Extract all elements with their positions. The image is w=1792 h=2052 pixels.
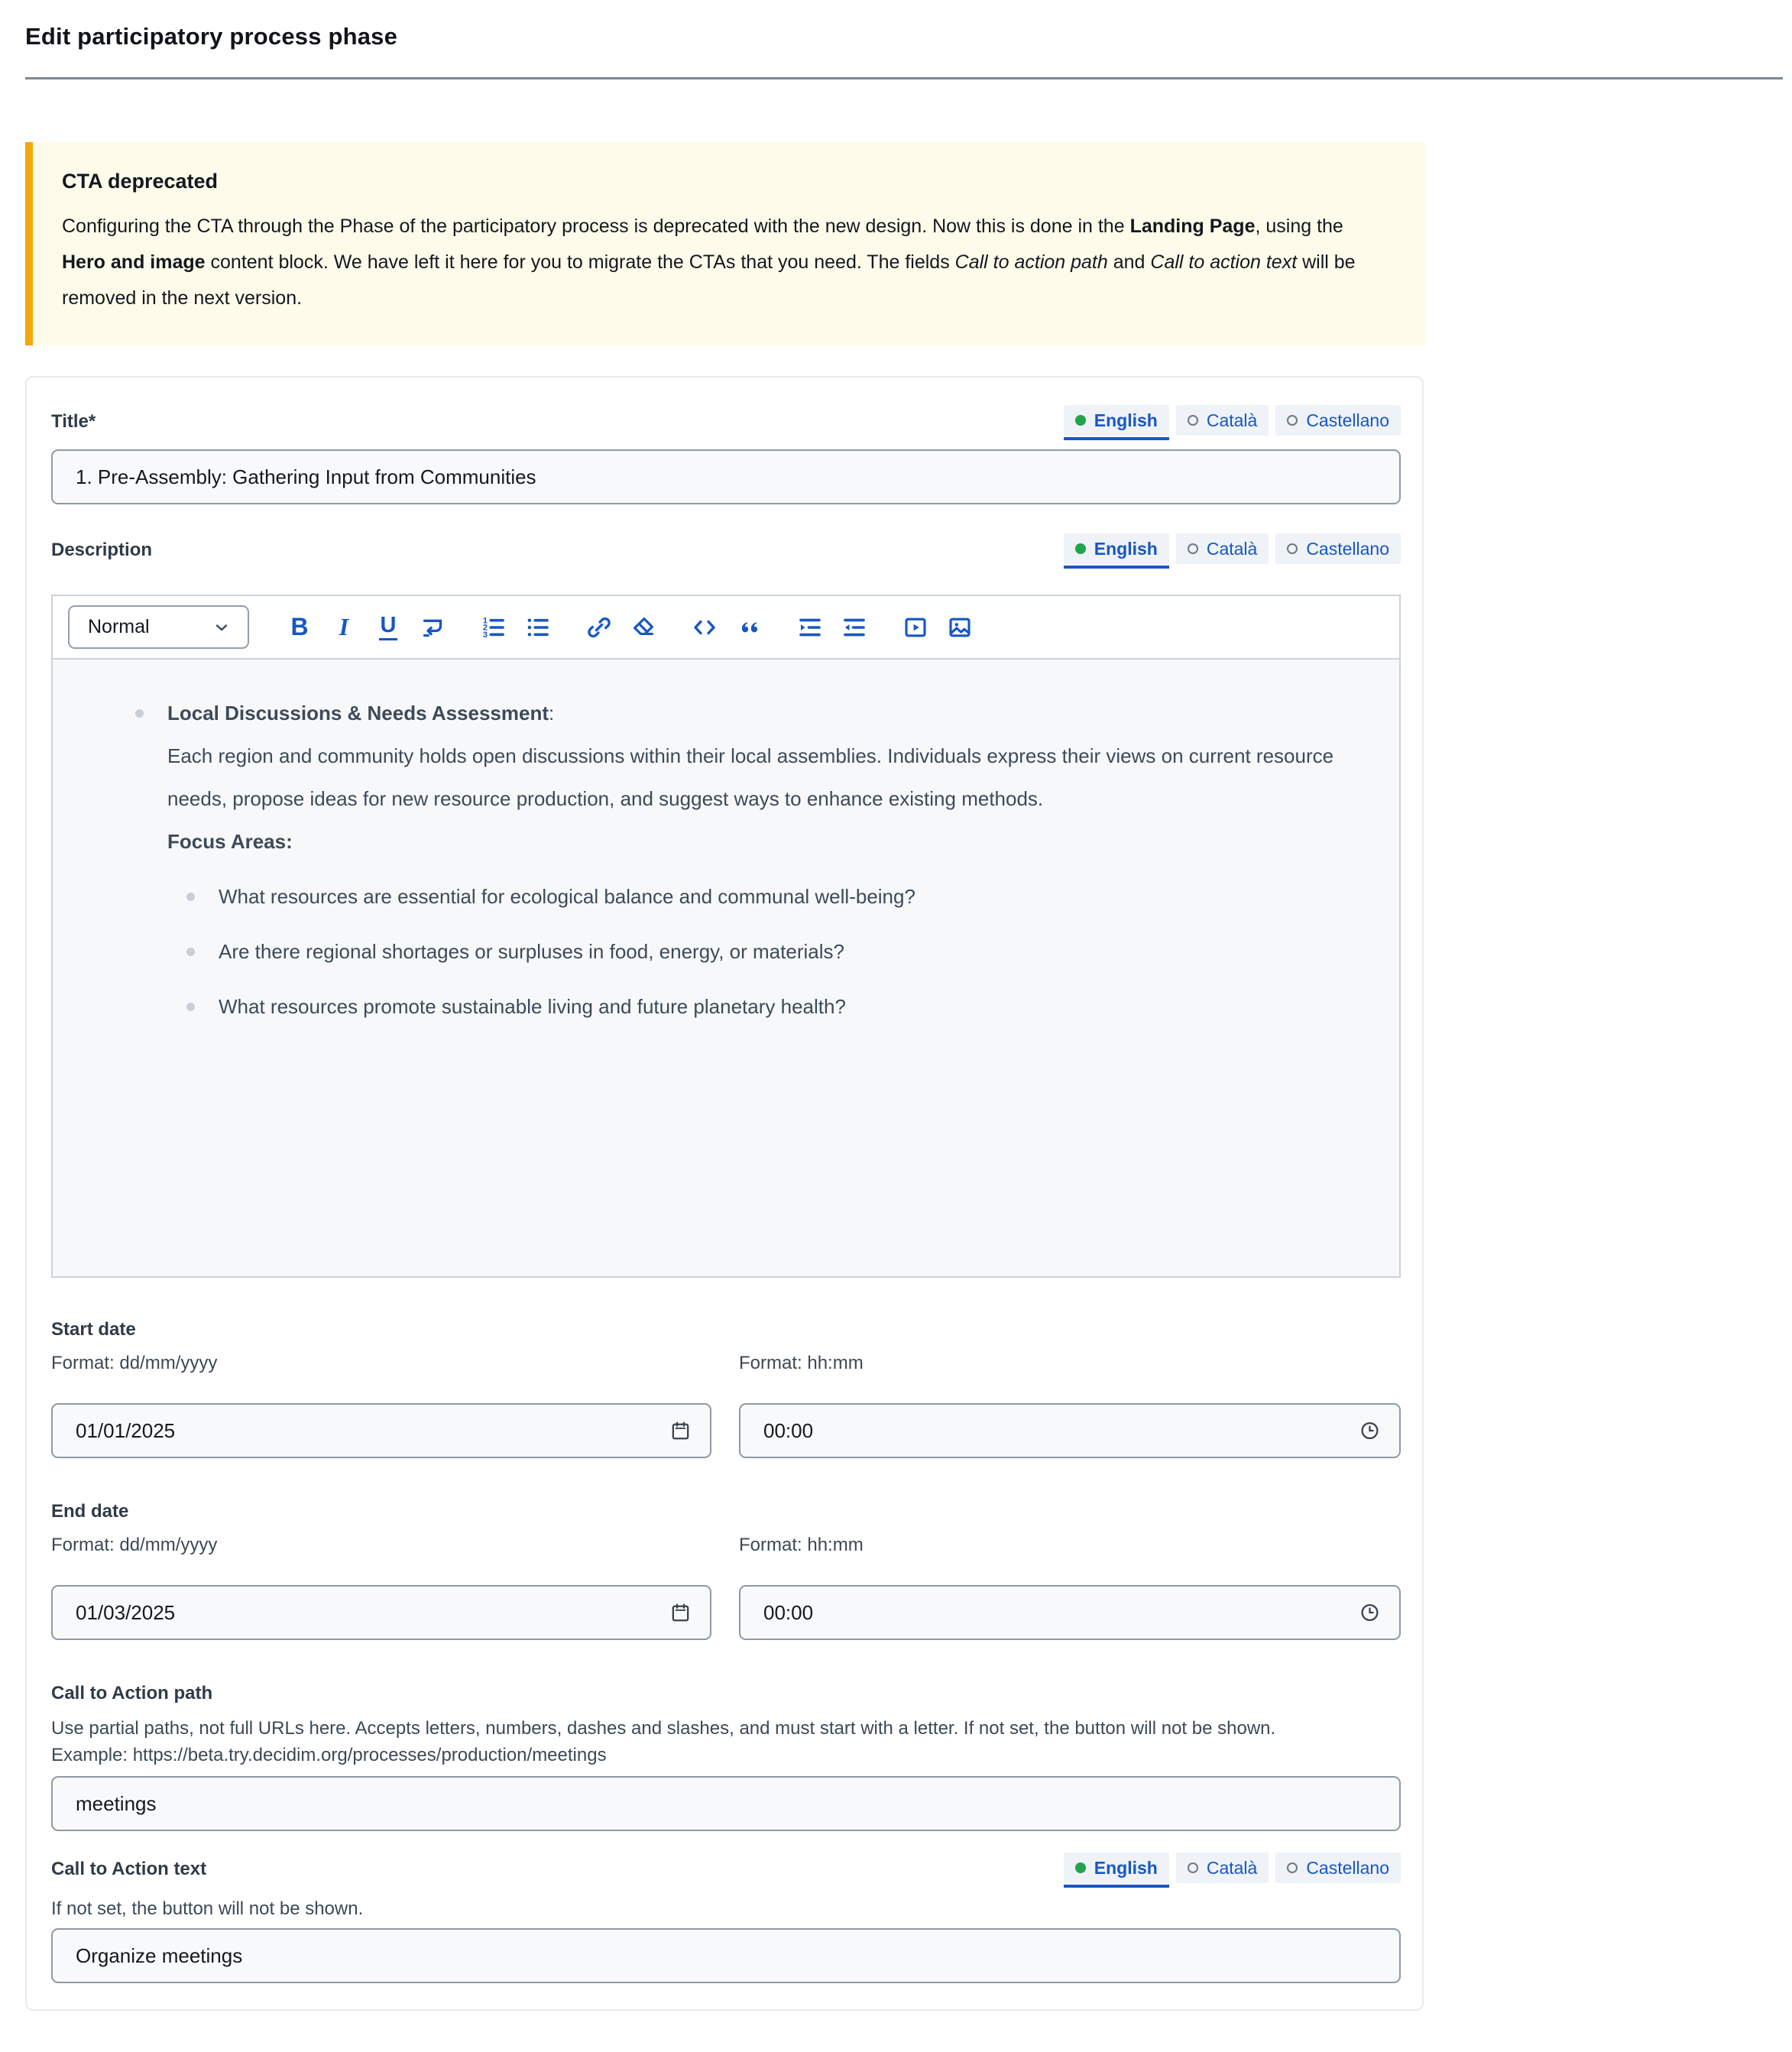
svg-text:3: 3 (482, 630, 488, 640)
nested-list-item-text: What resources promote sustainable living and future planetary health? (219, 995, 846, 1018)
language-tab-label: Castellano (1306, 1857, 1389, 1878)
calendar-icon[interactable] (669, 1420, 692, 1442)
language-tab-castellano[interactable] (1275, 405, 1401, 436)
empty-translation-circle-icon (1188, 415, 1198, 426)
paragraph-style-value: Normal (88, 616, 150, 637)
text-segment: content block. We have left it here for you to migrate the CTAs that you need. The fields (205, 251, 955, 273)
paragraph-style-select[interactable] (68, 605, 249, 649)
language-tab-english[interactable] (1064, 405, 1169, 436)
language-tab-label: English (1094, 538, 1158, 559)
text-segment: and (1107, 251, 1151, 273)
active-translation-dot-icon (1075, 1862, 1086, 1873)
nested-list-item (167, 930, 1369, 973)
text-segment: , using the (1255, 216, 1343, 237)
language-tab-castellano[interactable] (1275, 533, 1401, 564)
blockquote-icon[interactable] (732, 608, 766, 647)
cta-path-input[interactable] (51, 1776, 1401, 1831)
code-block-icon[interactable] (688, 608, 721, 647)
cta-path-help-line: Use partial paths, not full URLs here. Accepts letters, numbers, dashes and slashes, and must start with a letter. If not set, the button will not be shown. (51, 1718, 1276, 1739)
language-tab-english[interactable] (1064, 533, 1169, 564)
end-date-grid (51, 1522, 1401, 1640)
indent-icon[interactable] (793, 608, 827, 647)
end-date-format-label: Format: dd/mm/yyyy (51, 1535, 218, 1555)
cta-text-help: If not set, the button will not be shown. (51, 1898, 364, 1919)
image-icon[interactable] (943, 608, 977, 647)
language-tab-catala[interactable] (1176, 1853, 1269, 1883)
ordered-list-icon[interactable] (477, 608, 510, 647)
text-segment: Local Discussions & Needs Assessment (167, 702, 549, 725)
title-label: Title* (51, 411, 96, 432)
svg-text:1: 1 (482, 615, 488, 625)
language-tab-label: Català (1206, 1857, 1258, 1878)
text-segment: Call to action path (954, 251, 1108, 273)
nested-list-item-text: Are there regional shortages or surpluses in food, energy, or materials? (219, 940, 844, 963)
text-segment: will be removed in the next version. (62, 251, 1356, 309)
start-date-format-label: Format: dd/mm/yyyy (51, 1353, 218, 1373)
clock-icon[interactable] (1359, 1420, 1381, 1442)
end-date-label: End date (51, 1501, 129, 1522)
title-input[interactable] (51, 449, 1401, 504)
cta-text-input[interactable] (51, 1928, 1401, 1983)
language-tab-label: English (1094, 1857, 1158, 1878)
start-time-input[interactable] (739, 1403, 1401, 1458)
active-translation-dot-icon (1075, 543, 1086, 554)
empty-translation-circle-icon (1188, 543, 1198, 554)
header-divider (25, 77, 1783, 79)
phase-form-card (25, 376, 1424, 2011)
editor-subheading: Focus Areas: (167, 830, 293, 853)
bold-icon[interactable]: B (283, 608, 316, 647)
underline-icon[interactable]: U (371, 608, 405, 647)
rich-text-editor (51, 595, 1401, 1278)
calendar-icon[interactable] (669, 1602, 692, 1624)
clear-format-icon[interactable] (627, 608, 660, 647)
empty-translation-circle-icon (1287, 415, 1298, 426)
svg-text:2: 2 (482, 623, 488, 633)
toolbar-icons (283, 608, 987, 647)
editor-paragraph: Each region and community holds open discussions within their local assemblies. Individuals express their views on current resource needs, propose ideas for new resource production, and suggest ways to enhance existing methods. (167, 744, 1334, 810)
language-tab-catala[interactable] (1176, 405, 1269, 436)
nested-list-item (167, 985, 1369, 1028)
cta-path-example: Example: https://beta.try.decidim.org/processes/production/meetings (51, 1745, 607, 1765)
end-time-input[interactable] (739, 1585, 1401, 1640)
nested-list-item-text: What resources are essential for ecological balance and communal well-being? (219, 885, 915, 908)
cta-path-section (51, 1677, 1401, 1831)
text-segment: Hero and image (62, 251, 206, 273)
title-language-tabs (1064, 405, 1401, 436)
page-title: Edit participatory process phase (25, 23, 398, 50)
language-tab-catala[interactable] (1176, 533, 1269, 564)
bullet-list-icon[interactable] (521, 608, 555, 647)
cta-path-label: Call to Action path (51, 1683, 213, 1704)
editor-bullet-list (53, 692, 1369, 1028)
start-date-input[interactable] (51, 1403, 711, 1458)
start-time-format-label: Format: hh:mm (739, 1353, 864, 1373)
end-date-input[interactable] (51, 1585, 711, 1640)
bullet-marker (135, 709, 144, 718)
language-tab-label: Castellano (1306, 538, 1389, 559)
start-date-grid (51, 1340, 1401, 1458)
callout-body (62, 209, 1376, 316)
language-tab-label: Català (1206, 410, 1258, 430)
video-icon[interactable] (899, 608, 932, 647)
editor-nested-list (167, 875, 1369, 1028)
empty-translation-circle-icon (1287, 1862, 1298, 1873)
clock-icon[interactable] (1359, 1602, 1381, 1624)
description-language-tabs (1064, 533, 1401, 564)
end-date-section (51, 1495, 1401, 1640)
title-label-row (51, 405, 1401, 439)
active-translation-dot-icon (1075, 415, 1086, 426)
editor-content-area[interactable] (53, 660, 1399, 1276)
editor-item-title (167, 692, 1369, 734)
end-time-format-label: Format: hh:mm (739, 1535, 864, 1555)
language-tab-english[interactable] (1064, 1853, 1169, 1883)
text-segment: Call to action text (1150, 251, 1298, 273)
text-segment: : (549, 702, 555, 725)
cta-text-label: Call to Action text (51, 1859, 207, 1879)
bullet-marker (186, 893, 195, 901)
start-date-label: Start date (51, 1319, 136, 1340)
line-break-icon[interactable] (416, 608, 449, 647)
callout-heading: CTA deprecated (62, 170, 219, 193)
language-tab-label: Castellano (1306, 410, 1389, 430)
text-segment: Configuring the CTA through the Phase of the participatory process is deprecated with the new design. Now this is done in the (62, 216, 1130, 237)
bullet-marker (186, 1003, 195, 1011)
empty-translation-circle-icon (1188, 1862, 1198, 1873)
link-icon[interactable] (582, 608, 616, 647)
language-tab-label: Català (1206, 538, 1258, 559)
nested-list-item (167, 875, 1369, 918)
outdent-icon[interactable] (838, 608, 871, 647)
language-tab-label: English (1094, 410, 1158, 430)
italic-icon[interactable]: I (327, 608, 361, 647)
empty-translation-circle-icon (1287, 543, 1298, 554)
cta-text-label-row (51, 1853, 1401, 1886)
list-item (53, 692, 1369, 1028)
text-segment: Landing Page (1129, 216, 1256, 237)
cta-deprecated-callout (25, 142, 1425, 345)
language-tab-castellano[interactable] (1275, 1853, 1401, 1883)
start-date-section (51, 1313, 1401, 1458)
description-label: Description (51, 540, 153, 560)
cta-path-help (51, 1715, 1401, 1768)
chevron-down-icon (212, 618, 231, 637)
editor-toolbar (53, 596, 1399, 660)
cta-text-language-tabs (1064, 1853, 1401, 1883)
description-label-row (51, 533, 1401, 567)
cta-text-section (51, 1853, 1401, 1983)
bullet-marker (186, 948, 195, 956)
